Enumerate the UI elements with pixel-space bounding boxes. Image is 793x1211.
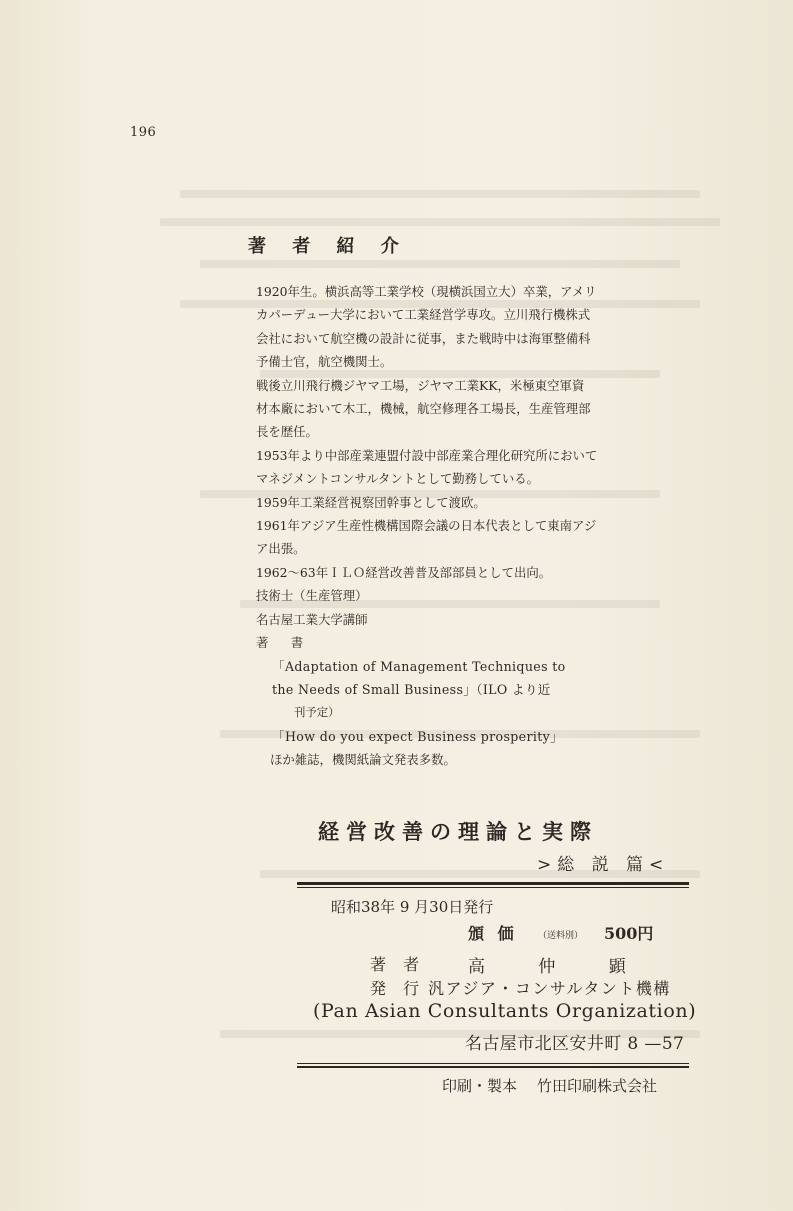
bio-line: 刊予定） bbox=[294, 705, 340, 720]
publisher-name: 汎アジア・コンサルタント機構 bbox=[428, 979, 671, 998]
bio-line: 著 書 bbox=[256, 635, 309, 651]
author-bio-heading: 著 者 紹 介 bbox=[248, 236, 409, 257]
price-note: （送料別） bbox=[538, 931, 584, 941]
bio-line: 「How do you expect Business prosperity」 bbox=[272, 728, 564, 744]
bio-line: 名古屋工業大学講師 bbox=[256, 611, 368, 627]
publisher-address: 名古屋市北区安井町 8 —57 bbox=[465, 1034, 685, 1054]
printer-label: 印刷・製本 bbox=[442, 1077, 518, 1095]
colophon-bottom-rule-thin bbox=[297, 1063, 689, 1064]
bio-line: 戦後立川飛行機ジヤマ工場，ジヤマ工業KK，米極東空軍資 bbox=[256, 377, 585, 393]
author-label: 著 者 bbox=[370, 955, 426, 974]
bio-line: 1961年アジア生産性機構国際会議の日本代表として東南アジ bbox=[256, 518, 597, 534]
book-title: 経営改善の理論と実際 bbox=[318, 819, 598, 844]
author-name: 高 仲 顕 bbox=[468, 957, 650, 977]
book-subtitle: >総 説 篇< bbox=[537, 855, 670, 875]
colophon-top-rule-thin bbox=[297, 887, 689, 888]
bio-line: 材本廠において木工，機械，航空修理各工場長，生産管理部 bbox=[256, 401, 591, 417]
bio-line: 長を歴任。 bbox=[256, 424, 318, 440]
price-value: 500円 bbox=[604, 924, 654, 943]
bio-line: 技術士（生産管理） bbox=[256, 588, 368, 604]
bio-line: 「Adaptation of Management Techniques to bbox=[272, 658, 566, 674]
bio-line: ほか雑誌，機関紙論文発表多数。 bbox=[270, 752, 456, 768]
bio-line: 予備士官，航空機関士。 bbox=[256, 354, 393, 370]
author-bio bbox=[256, 280, 616, 772]
colophon-bottom-rule bbox=[297, 1066, 689, 1068]
publication-date: 昭和38年 9 月30日発行 bbox=[331, 898, 494, 916]
bio-line: 1959年工業経営視察団幹事として渡欧。 bbox=[256, 494, 486, 510]
price-label: 頒 価 bbox=[468, 924, 518, 943]
bio-line: マネジメントコンサルタントとして勤務している。 bbox=[256, 471, 540, 487]
publisher-english-name: (Pan Asian Consultants Organization) bbox=[313, 1000, 697, 1022]
bio-line: 1953年より中部産業連盟付設中部産業合理化研究所において bbox=[256, 447, 598, 463]
publisher-label: 発 行 bbox=[370, 979, 426, 998]
bio-line: 会社において航空機の設計に従事，また戦時中は海軍整備科 bbox=[256, 330, 591, 346]
printer-name: 竹田印刷株式会社 bbox=[537, 1077, 658, 1095]
page-number: 196 bbox=[130, 125, 157, 140]
bio-line: 1962～63年ＩＬＯ経営改善普及部部員として出向。 bbox=[256, 564, 552, 580]
bio-line: ア出張。 bbox=[256, 541, 306, 557]
bio-line: カパーデュー大学において工業経営学専攻。立川飛行機株式 bbox=[256, 307, 591, 323]
colophon-top-rule bbox=[297, 882, 689, 885]
bio-line: 1920年生。横浜高等工業学校（現横浜国立大）卒業，アメリ bbox=[256, 284, 597, 299]
bio-line: the Needs of Small Business」（ILO より近 bbox=[272, 681, 551, 697]
